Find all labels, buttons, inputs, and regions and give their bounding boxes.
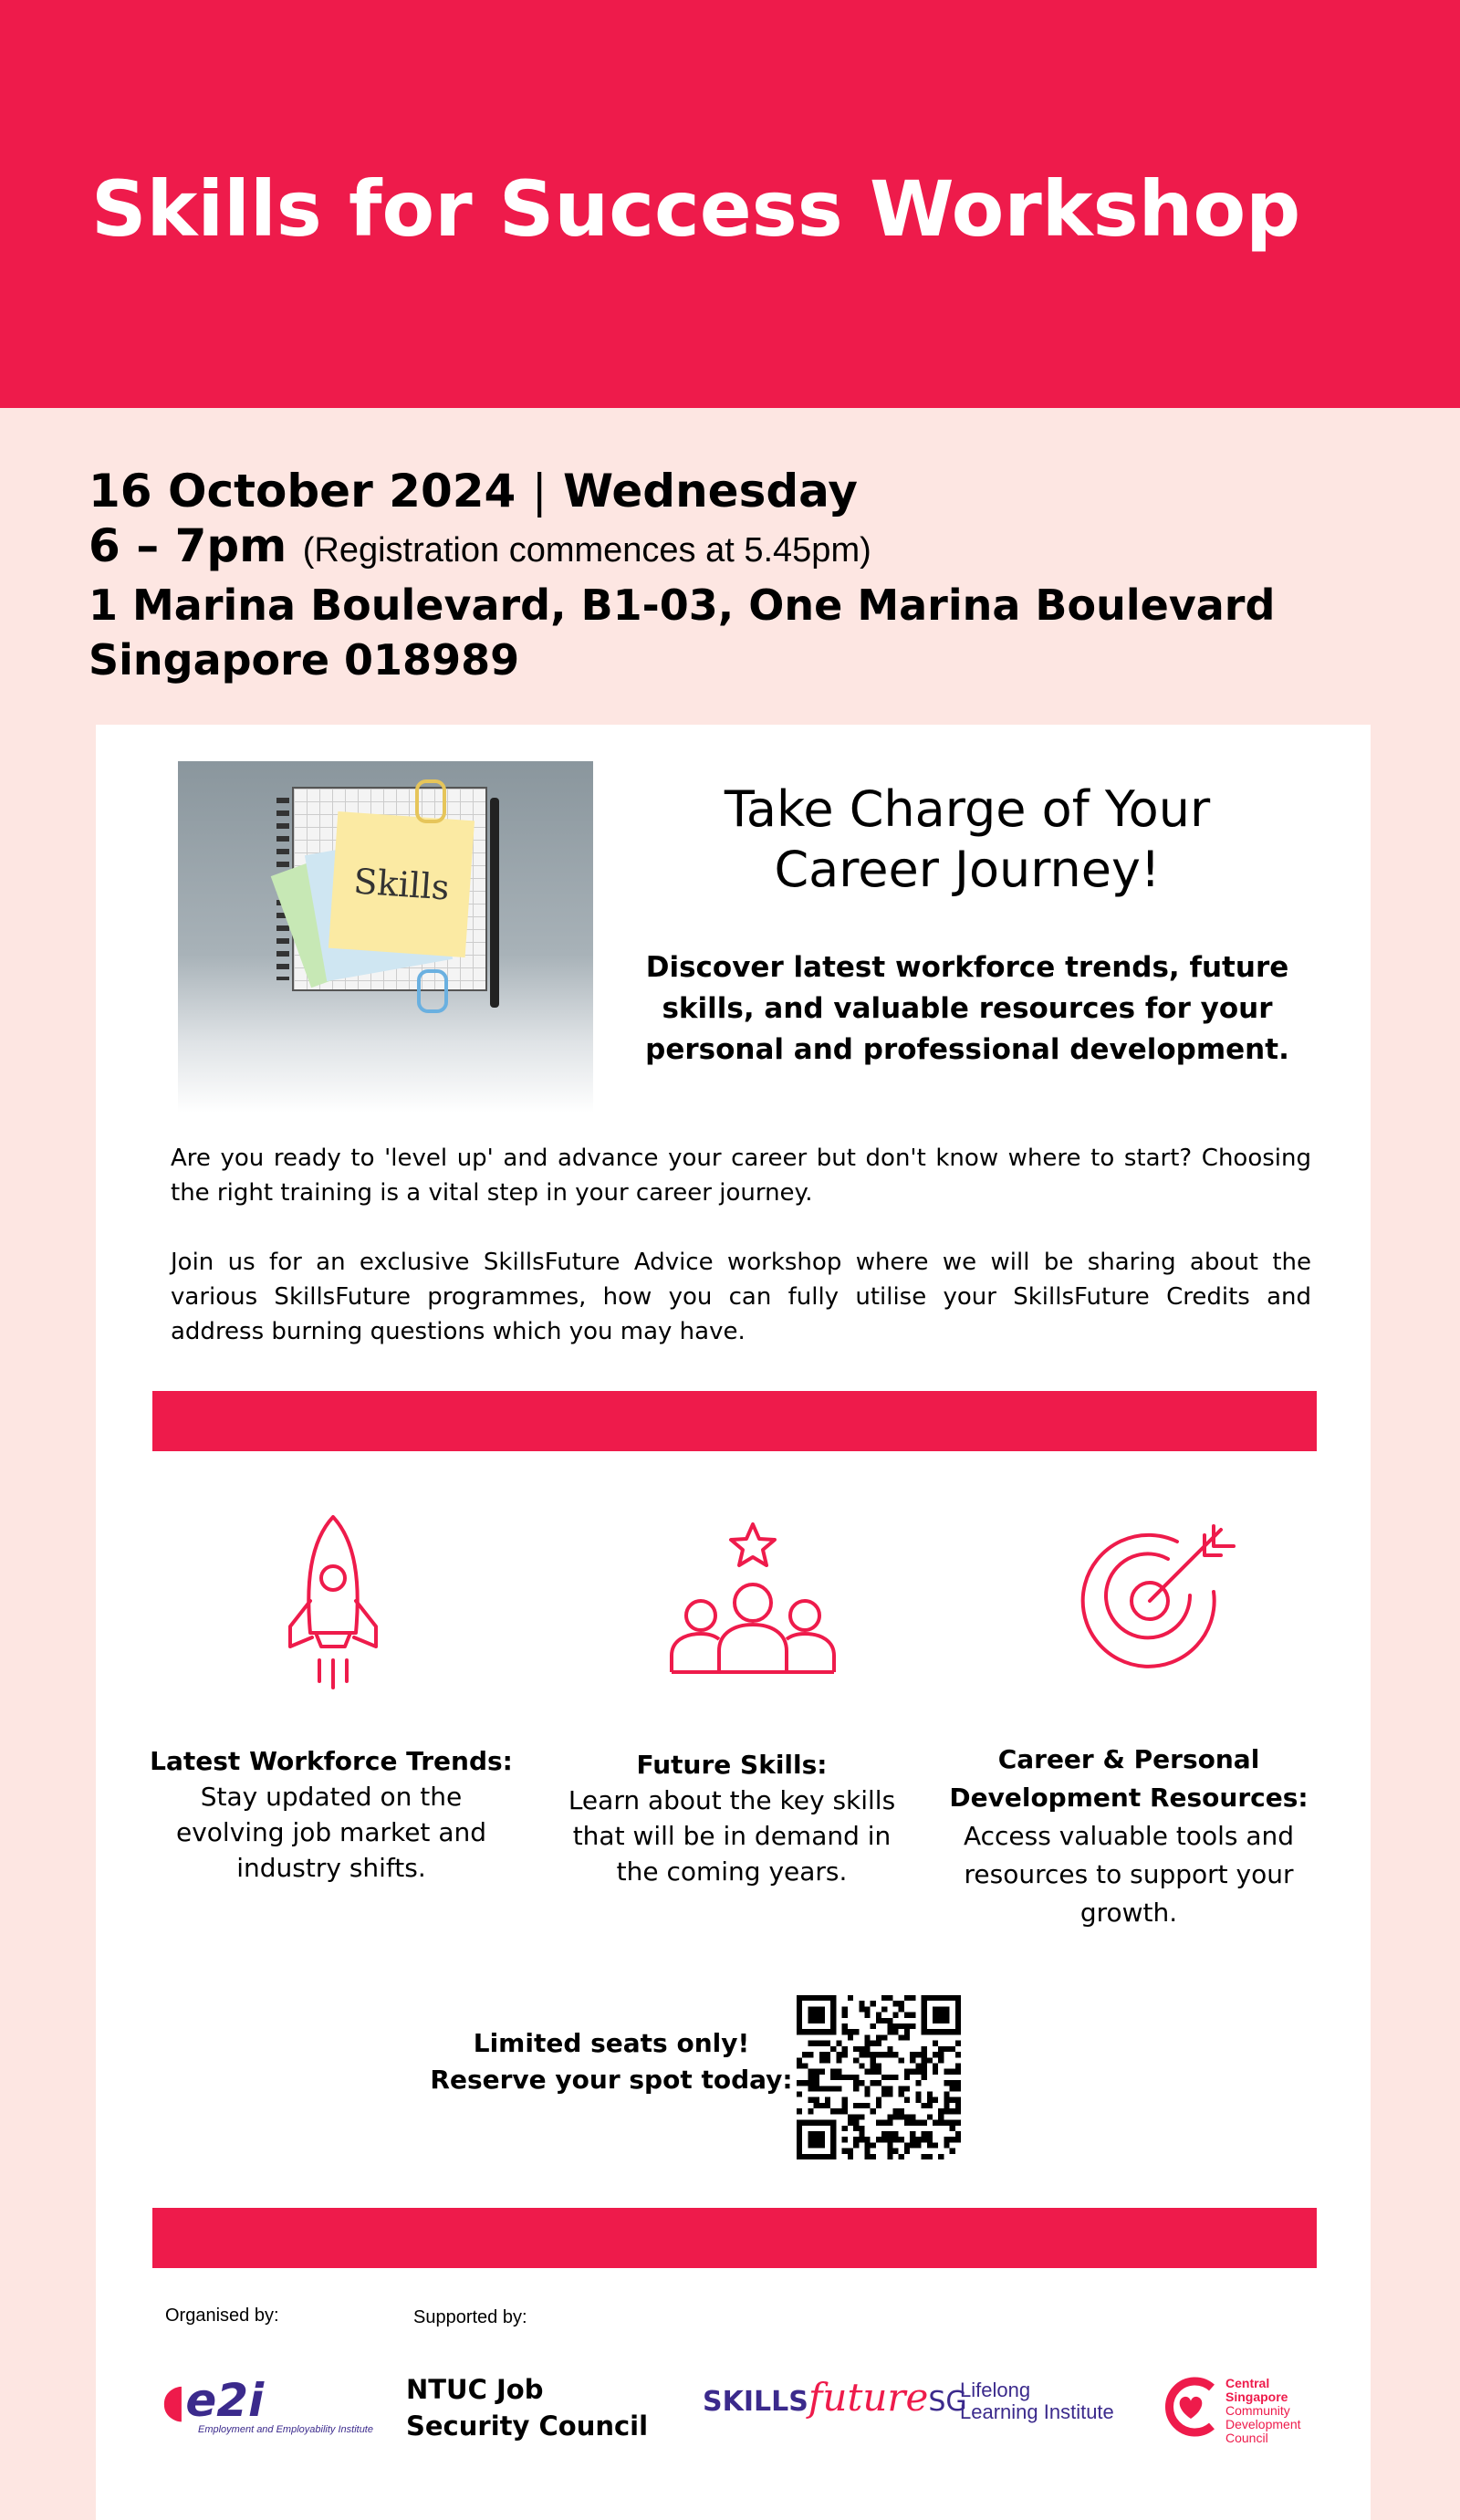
event-address-line2: Singapore 018989 — [89, 635, 520, 685]
central-singapore-cdc-logo — [1225, 2377, 1301, 2445]
lli-line2: Learning Institute — [960, 2400, 1114, 2423]
event-date-line — [89, 464, 1384, 518]
sf-skills-text: SKILLS — [703, 2386, 808, 2418]
paper-clip-icon — [417, 969, 448, 1013]
rocket-icon — [274, 1510, 392, 1692]
cdc-line2: Singapore — [1225, 2389, 1288, 2404]
intro-text — [171, 1141, 1311, 1384]
pen — [490, 798, 499, 1008]
heading-line1: Take Charge of Your — [724, 780, 1211, 838]
feature-title: Career & Personal Development Resources: — [949, 1744, 1309, 1813]
cdc-line4: Development — [1225, 2417, 1301, 2431]
feature-development-resources — [946, 1741, 1311, 1932]
skillsfuture-sg-logo — [703, 2375, 967, 2420]
divider-band-bottom — [152, 2208, 1317, 2268]
event-details — [89, 464, 1384, 687]
reserve-callout — [370, 2025, 853, 2098]
paper-clip-icon — [415, 779, 446, 823]
cdc-line5: Council — [1225, 2431, 1268, 2445]
cdc-line1: Central — [1225, 2376, 1270, 2390]
registration-qr-code-icon[interactable] — [797, 1995, 961, 2159]
ntuc-job-security-council-logo — [406, 2371, 648, 2444]
sticky-note-skills: Skills — [328, 811, 474, 957]
feature-title: Latest Workforce Trends: — [150, 1746, 513, 1776]
event-address-line1: 1 Marina Boulevard, B1-03, One Marina Boulevard — [89, 580, 1276, 630]
heart-icon — [1159, 2375, 1223, 2439]
e2i-logo-text: e2i — [185, 2374, 265, 2427]
organised-by-label: Organised by: — [165, 2306, 279, 2326]
event-date-separator: | — [531, 465, 548, 518]
feature-text: Stay updated on the evolving job market and industry shifts. — [175, 1782, 486, 1883]
e2i-logo: ◖e2i Employment and Employability Institute — [162, 2374, 373, 2435]
section-heading — [602, 779, 1332, 900]
reserve-spot-text: Reserve your spot today: — [430, 2065, 793, 2095]
section-subheading: Discover latest workforce trends, future skills, and valuable resources for your personal and professional development. — [645, 951, 1289, 1066]
content-card — [96, 725, 1371, 2520]
event-date: 16 October 2024 — [89, 465, 516, 518]
page-title: Skills for Success Workshop — [91, 164, 1301, 254]
header-banner — [0, 0, 1460, 408]
sf-sg-text: SG — [928, 2386, 967, 2418]
intro-paragraph: Join us for an exclusive SkillsFuture Advice workshop where we will be sharing about the various SkillsFuture programmes, how you can fully utilise your SkillsFuture Credits and address burning questions which you may have. — [171, 1249, 1311, 1345]
lli-line1: Lifelong — [960, 2379, 1031, 2401]
feature-future-skills — [549, 1747, 914, 1889]
e2i-tagline: Employment and Employability Institute — [198, 2424, 373, 2435]
feature-text: Access valuable tools and resources to support your growth. — [963, 1821, 1295, 1928]
skills-photo — [178, 761, 593, 1113]
event-day: Wednesday — [563, 465, 858, 518]
registration-note: (Registration commences at 5.45pm) — [302, 531, 871, 570]
event-time: 6 – 7pm — [89, 519, 287, 572]
feature-title: Future Skills: — [636, 1750, 828, 1780]
target-icon — [1077, 1519, 1241, 1674]
limited-seats-text: Limited seats only! — [473, 2028, 750, 2058]
team-star-icon — [666, 1519, 840, 1683]
heading-line2: Career Journey! — [774, 841, 1161, 898]
sf-future-text: future — [808, 2375, 929, 2420]
feature-text: Learn about the key skills that will be in demand in the coming years. — [568, 1785, 896, 1887]
divider-band-top — [152, 1391, 1317, 1451]
ntuc-line1: NTUC Job — [406, 2374, 544, 2405]
event-time-line — [89, 518, 1384, 578]
intro-paragraph: Are you ready to 'level up' and advance your career but don't know where to start? Choosing the right training is a vital step in your career journey. — [171, 1145, 1311, 1207]
ntuc-line2: Security Council — [406, 2410, 649, 2442]
lifelong-learning-institute-logo — [960, 2379, 1114, 2423]
feature-workforce-trends — [149, 1743, 514, 1886]
supported-by-label: Supported by: — [413, 2307, 527, 2327]
cdc-line3: Community — [1225, 2403, 1290, 2418]
